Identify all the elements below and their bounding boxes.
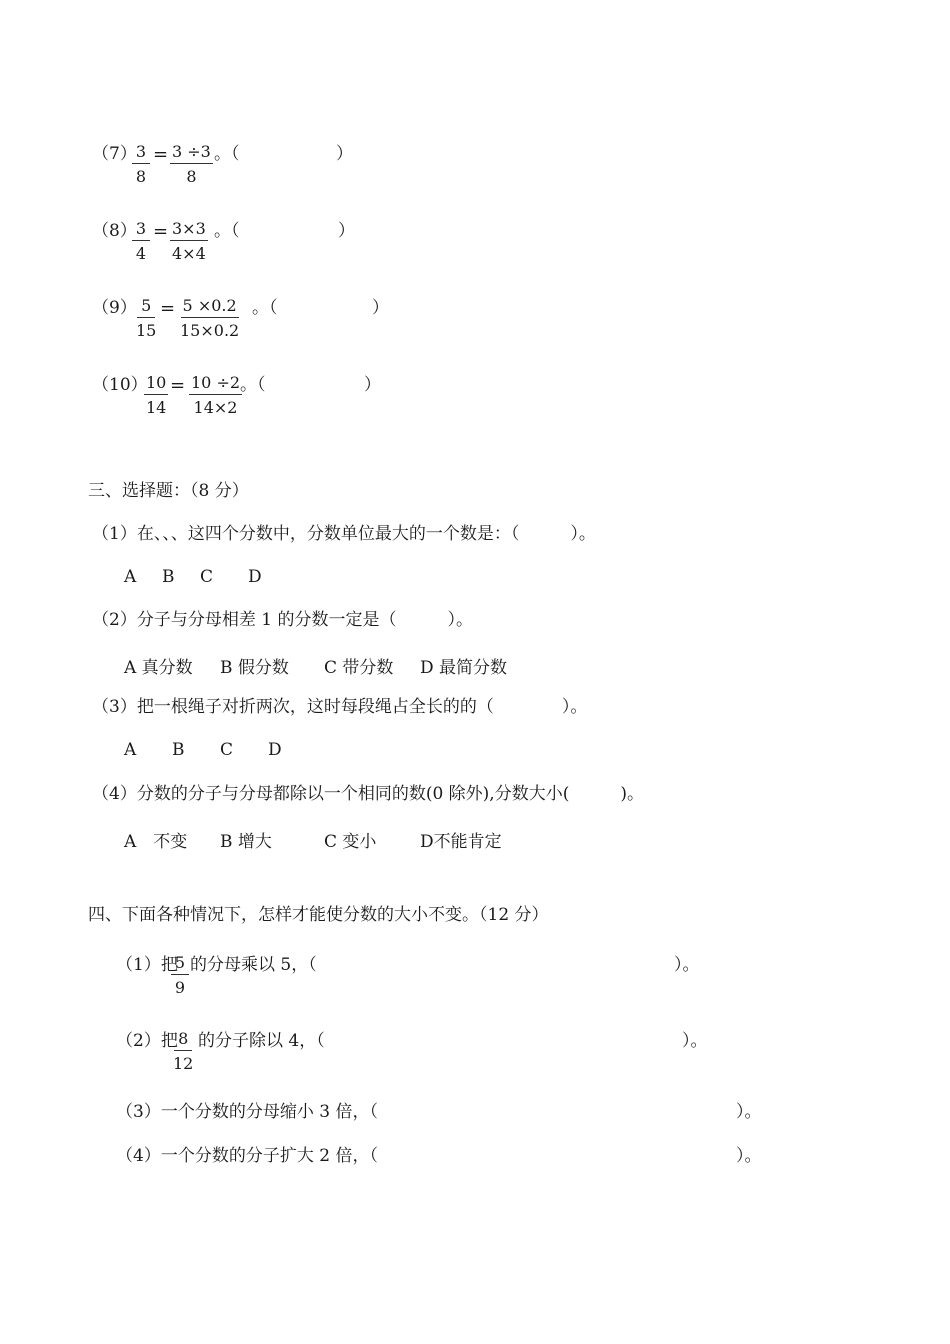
question-text: （4）分数的分子与分母都除以一个相同的数(0 除外),分数大小( )。 [92,784,644,804]
fraction [170,220,208,263]
fraction [144,374,168,417]
numerator: 8 [174,1030,192,1051]
denominator: 14×2 [193,398,238,417]
section-title: 四、下面各种情况下，怎样才能使分数的大小不变。（12 分） [88,905,549,925]
option-b: B 增大 [220,832,272,852]
option-d: D不能肯定 [420,832,502,852]
answer-open: 。（ [252,298,278,318]
option-b: B [172,740,185,760]
answer-close: ） [338,221,355,241]
option-a: A [124,740,137,760]
answer-close: ）。 [674,955,700,975]
question-prefix: （2）把 [116,1031,178,1051]
option-d: D [248,567,262,587]
fraction [171,954,189,997]
option-d: D [268,740,282,760]
answer-close: ） [364,375,381,395]
question-text: （3）把一根绳子对折两次，这时每段绳占全长的的（ ）。 [92,697,588,717]
fraction [132,143,150,186]
option-c: C 变小 [324,832,377,852]
item-number: （10） [92,375,148,395]
fraction [189,374,242,417]
item-number: （7） [92,144,137,164]
option-d: D 最简分数 [420,658,508,678]
option-c: C [200,567,214,587]
fraction [136,297,156,340]
denominator: 15×0.2 [180,321,240,340]
option-c: C [220,740,234,760]
fraction [173,1030,193,1073]
equals-sign: = [153,221,169,242]
question-text: （1）在、、、这四个分数中，分数单位最大的一个数是：（ ）。 [92,524,596,544]
answer-open: 。（ [214,144,240,164]
denominator: 4 [135,244,147,263]
equals-sign: = [170,375,186,396]
option-a: A [124,567,137,587]
question-suffix: 的分母乘以 5，（ [190,955,317,975]
answer-open: 。（ [214,221,240,241]
answer-open: 。（ [240,375,266,395]
question-text: （4）一个分数的分子扩大 2 倍，（ [116,1146,378,1166]
denominator: 8 [186,167,197,186]
numerator: 3 ÷3 [170,143,213,164]
equals-sign: = [153,144,169,165]
denominator: 8 [135,167,147,186]
numerator: 3×3 [170,220,208,241]
item-number: （9） [92,298,137,318]
answer-close: ）。 [736,1146,762,1166]
denominator: 14 [146,398,167,417]
numerator: 5 [137,297,155,318]
answer-close: ） [336,144,353,164]
numerator: 10 [144,374,168,395]
option-c: C 带分数 [324,658,394,678]
numerator: 5 [171,954,189,975]
question-suffix: 的分子除以 4，（ [198,1031,325,1051]
option-b: B 假分数 [220,658,289,678]
question-text: （3）一个分数的分母缩小 3 倍，（ [116,1102,378,1122]
denominator: 12 [173,1054,194,1073]
numerator: 3 [132,143,150,164]
numerator: 10 ÷2 [189,374,242,395]
section-title: 三、选择题：（8 分） [88,481,249,501]
numerator: 5 ×0.2 [181,297,239,318]
numerator: 3 [132,220,150,241]
fraction [170,143,213,186]
option-b: B [162,567,175,587]
answer-close: ）。 [682,1031,708,1051]
question-text: （2）分子与分母相差 1 的分数一定是（ ）。 [92,610,473,630]
question-prefix: （1）把 [116,955,178,975]
item-number: （8） [92,221,137,241]
denominator: 4×4 [172,244,206,263]
option-a: A 真分数 [124,658,193,678]
fraction [180,297,239,340]
answer-close: ）。 [736,1102,762,1122]
equals-sign: = [160,298,176,319]
answer-close: ） [372,298,389,318]
option-a: A 不变 [124,832,188,852]
fraction [132,220,150,263]
denominator: 9 [174,978,186,997]
denominator: 15 [136,321,157,340]
